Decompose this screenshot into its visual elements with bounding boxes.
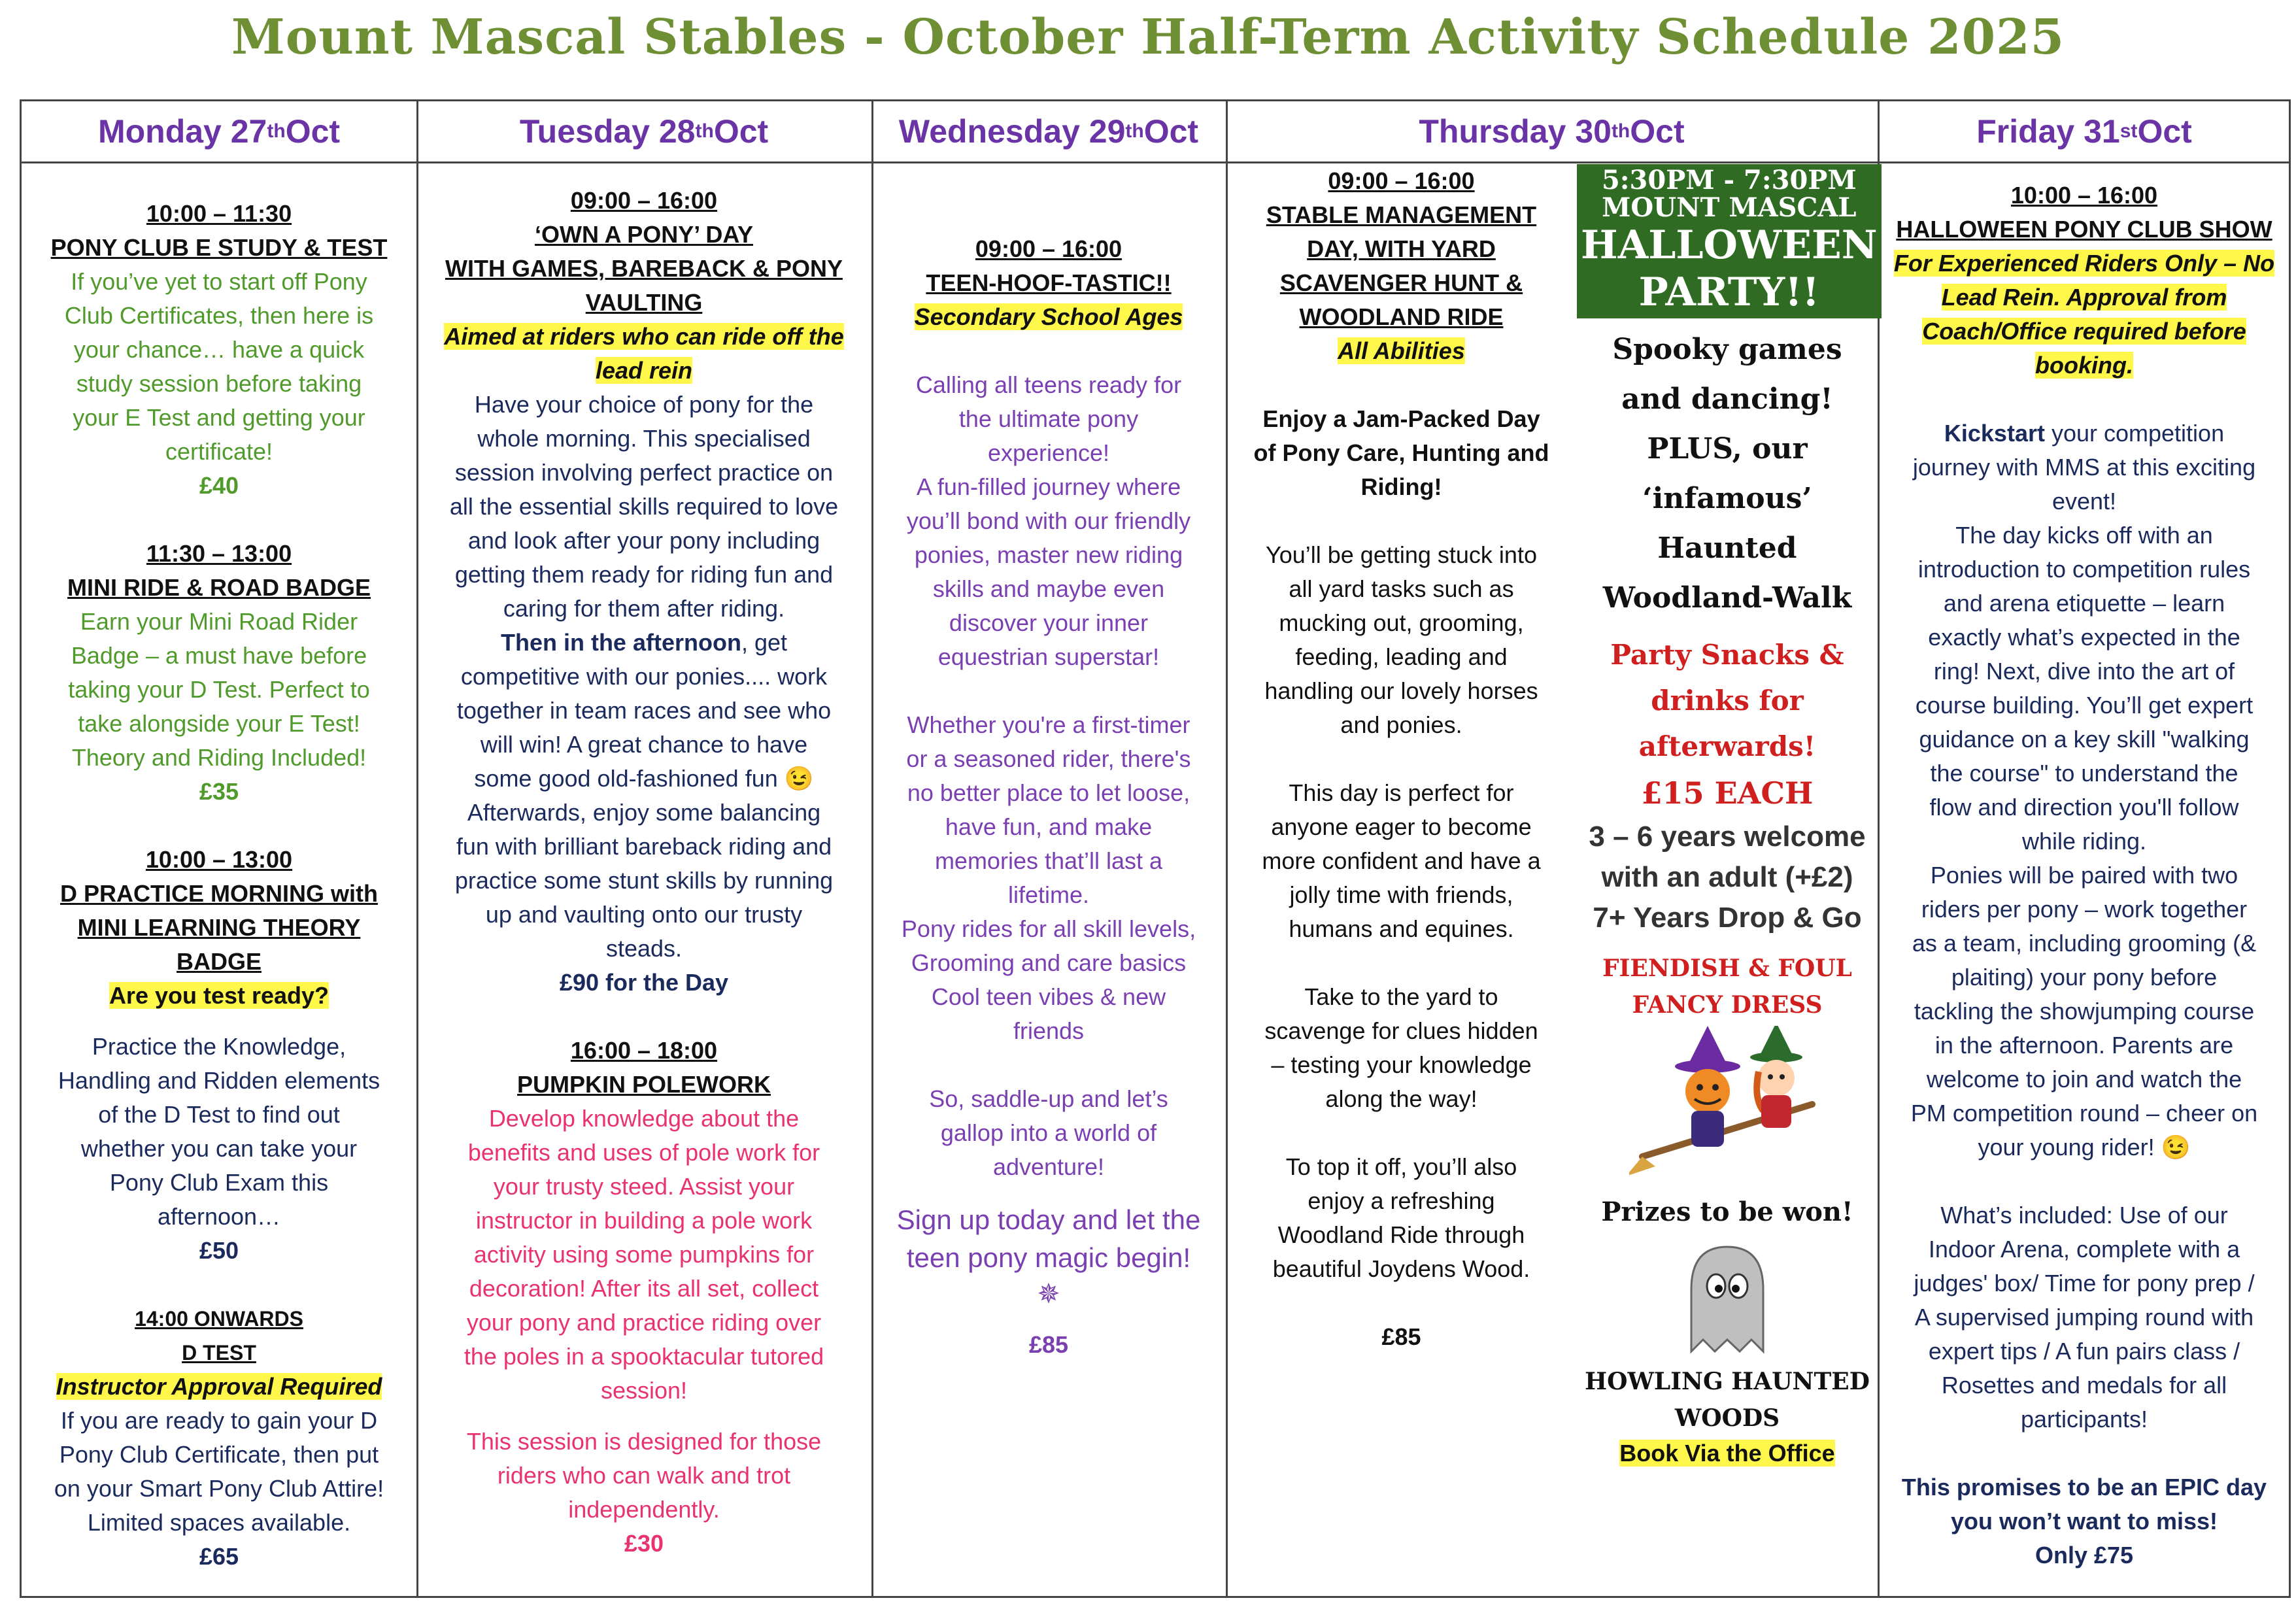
session-description: Calling all teens ready for the ultimate pony experience! A fun-filled journey where you’ll bond with our friendly ponies, master new riding skills and maybe even discover your inner equestrian superstar! Whether you're a first-timer or a seasoned rider, there's no better place to let loose, have fun, and make memories that’ll last a lifetime. Pony rides for all skill levels, Grooming and care basics Cool teen vibes & new friends So, saddle-up and let’s gallop into a world of adventure! <box>901 371 1196 1180</box>
schedule-table <box>20 99 2291 1598</box>
closing-statement: This promises to be an EPIC day you won’t want to miss! Only £75 <box>1901 1474 2267 1569</box>
session-description: You’ll be getting stuck into all yard tasks such as mucking out, grooming, feeding, leading and handling our lovely horses and ponies. This day is perfect for anyone eager to become more confident and have a jolly time with friends, humans and equines. Take to the yard to scavenge for clues hidden – testing your knowledge along the way! To top it off, you’ll also enjoy a refreshing Woodland Ride through beautiful Joydens Wood. <box>1262 541 1541 1282</box>
party-ages: 3 – 6 years welcome with an adult (+£2) 7+ Years Drop & Go <box>1589 821 1866 934</box>
session-description: Kickstart your competition journey with MMS at this exciting event! The day kicks off with an introduction to competition rules and arena etiquette – learn exactly what’s expected in the ring! Next, dive into the art of course building. You’ll get expert guidance on a key skill "walking the course" to understand the flow and direction you'll follow while riding. Ponies will be paired with two riders per pony – work together as a team, including grooming (& plaiting) your pony before tackling the showjumping course in the afternoon. Parents are welcome to join and watch the PM competition round – cheer on your young rider! 😉 What’s included: Use of our Indoor Arena, complete with a judges' box/ Time for pony prep / A supervised jumping round with expert tips / A fun pairs class / Rosettes and medals for all participants! <box>1910 420 2258 1433</box>
session-description: Practice the Knowledge, Handling and Ridden elements of the D Test to find out whether you can take your Pony Club Exam this afternoon… <box>58 1033 380 1230</box>
session-price: £65 <box>199 1543 239 1570</box>
day-header-tuesday: Tuesday 28 th Oct <box>519 113 769 150</box>
wednesday-column <box>871 232 1226 1362</box>
session-time: 10:00 – 16:00 <box>2010 182 2158 209</box>
session-tag: For Experienced Riders Only – No Lead Rein. Approval from Coach/Office required before booking. <box>1893 250 2275 379</box>
signup-callout: Sign up today and let the teen pony magic begin! <box>896 1204 1201 1273</box>
prizes-text: Prizes to be won! <box>1601 1196 1853 1227</box>
party-header: 5:30PM - 7:30PM MOUNT MASCAL HALLOWEEN PARTY!! <box>1577 164 1882 318</box>
haunted-woods: HOWLING HAUNTED WOODS <box>1585 1368 1870 1432</box>
session-time: 09:00 – 16:00 <box>1328 167 1475 194</box>
day-header-monday: Monday 27 th Oct <box>97 113 341 150</box>
header-divider <box>22 161 2289 163</box>
party-price: £15 EACH <box>1641 775 1814 811</box>
session-time: 14:00 ONWARDS <box>135 1307 303 1331</box>
session-description: If you are ready to gain your D Pony Club Certificate, then put on your Smart Pony Club Attire! Limited spaces available. <box>54 1407 384 1536</box>
session-description: Develop knowledge about the benefits and uses of pole work for your trusty steed. Assist your instructor in building a pole work activity using some pumpkins for decoration! After its all set, collect your pony and practice riding over the poles in a spooktacular tutored session! <box>464 1105 824 1404</box>
session-title: PONY CLUB E STUDY & TEST <box>50 234 388 261</box>
witches-on-broom-icon <box>1629 1026 1825 1189</box>
session-description: Have your choice of pony for the whole morning. This specialised session involving perfect practice on all the essential skills required to love and look after your pony including getting them ready for riding fun and caring for them after riding. Then in the afternoon, get competitive with our ponies.... work together in team races and see who will win! A great chance to have some good old-fashioned fun 😉 Afterwards, enjoy some balancing fun with brilliant bareback riding and practice some stunt skills by running up and vaulting onto our trusty steads. <box>449 391 839 962</box>
session-title: STABLE MANAGEMENT DAY, WITH YARD SCAVENGER HUNT & WOODLAND RIDE <box>1266 201 1537 330</box>
fancy-dress: FIENDISH & FOUL FANCY DRESS <box>1602 955 1852 1019</box>
session-time: 09:00 – 16:00 <box>570 187 718 214</box>
session-price: £85 <box>1028 1331 1069 1358</box>
party-snacks: Party Snacks & drinks for afterwards! <box>1610 639 1844 762</box>
session-description: Earn your Mini Road Rider Badge – a must have before taking your D Test. Perfect to take alongside your E Test! Theory and Riding Included! <box>68 608 370 771</box>
session-description: If you’ve yet to start off Pony Club Certificates, then here is your chance… have a quick study session before taking your E Test and getting your certificate! <box>64 268 374 465</box>
session-time: 16:00 – 18:00 <box>570 1037 718 1064</box>
session-tag: All Abilities <box>1338 337 1465 364</box>
session-tag: Secondary School Ages <box>914 303 1183 330</box>
session-price: £85 <box>1381 1323 1421 1350</box>
thursday-column <box>1226 164 1577 1354</box>
star-icon: ✵ <box>1037 1278 1060 1309</box>
session-title: PUMPKIN POLEWORK <box>516 1071 771 1098</box>
session-price: £35 <box>199 778 239 805</box>
session-tag: Aimed at riders who can ride off the lead rein <box>444 323 844 384</box>
session-tag: Are you test ready? <box>109 982 329 1009</box>
monday-column <box>22 197 416 1574</box>
session-price: £50 <box>199 1237 239 1264</box>
book-via-office: Book Via the Office <box>1619 1440 1835 1467</box>
session-title: TEEN-HOOF-TASTIC!! <box>926 269 1172 296</box>
session-title: MINI RIDE & ROAD BADGE <box>67 574 371 601</box>
session-time: 10:00 – 11:30 <box>146 200 292 227</box>
session-price: £90 for the Day <box>559 969 729 996</box>
session-title: ‘OWN A PONY’ DAY WITH GAMES, BAREBACK & PONY VAULTING <box>445 221 843 316</box>
session-price: £40 <box>199 472 239 499</box>
session-tag: Instructor Approval Required <box>56 1373 382 1400</box>
ghost-icon <box>1678 1240 1776 1358</box>
session-title: D TEST <box>182 1341 256 1365</box>
party-activities: Spooky games and dancing! PLUS, our ‘infamous’ Haunted Woodland-Walk <box>1602 333 1852 615</box>
day-header-wednesday: Wednesday 29 th Oct <box>898 113 1199 150</box>
day-header-friday: Friday 31 st Oct <box>1976 113 2192 150</box>
tuesday-column <box>416 184 871 1561</box>
session-title: HALLOWEEN PONY CLUB SHOW <box>1896 216 2272 243</box>
halloween-party-panel <box>1577 164 1878 1470</box>
session-time: 11:30 – 13:00 <box>146 540 292 567</box>
session-time: 09:00 – 16:00 <box>975 235 1123 262</box>
session-price: £30 <box>624 1530 664 1557</box>
friday-column <box>1878 178 2291 1572</box>
session-time: 10:00 – 13:00 <box>145 846 293 873</box>
day-header-thursday: Thursday 30 th Oct <box>1419 113 1685 150</box>
session-note: This session is designed for those riders who can walk and trot independently. <box>466 1428 822 1523</box>
session-title: D PRACTICE MORNING with MINI LEARNING THEORY BADGE <box>60 880 378 975</box>
page-title: Mount Mascal Stables - October Half-Term Activity Schedule 2025 <box>231 9 2065 65</box>
session-lead: Enjoy a Jam-Packed Day of Pony Care, Hunting and Riding! <box>1253 405 1549 500</box>
